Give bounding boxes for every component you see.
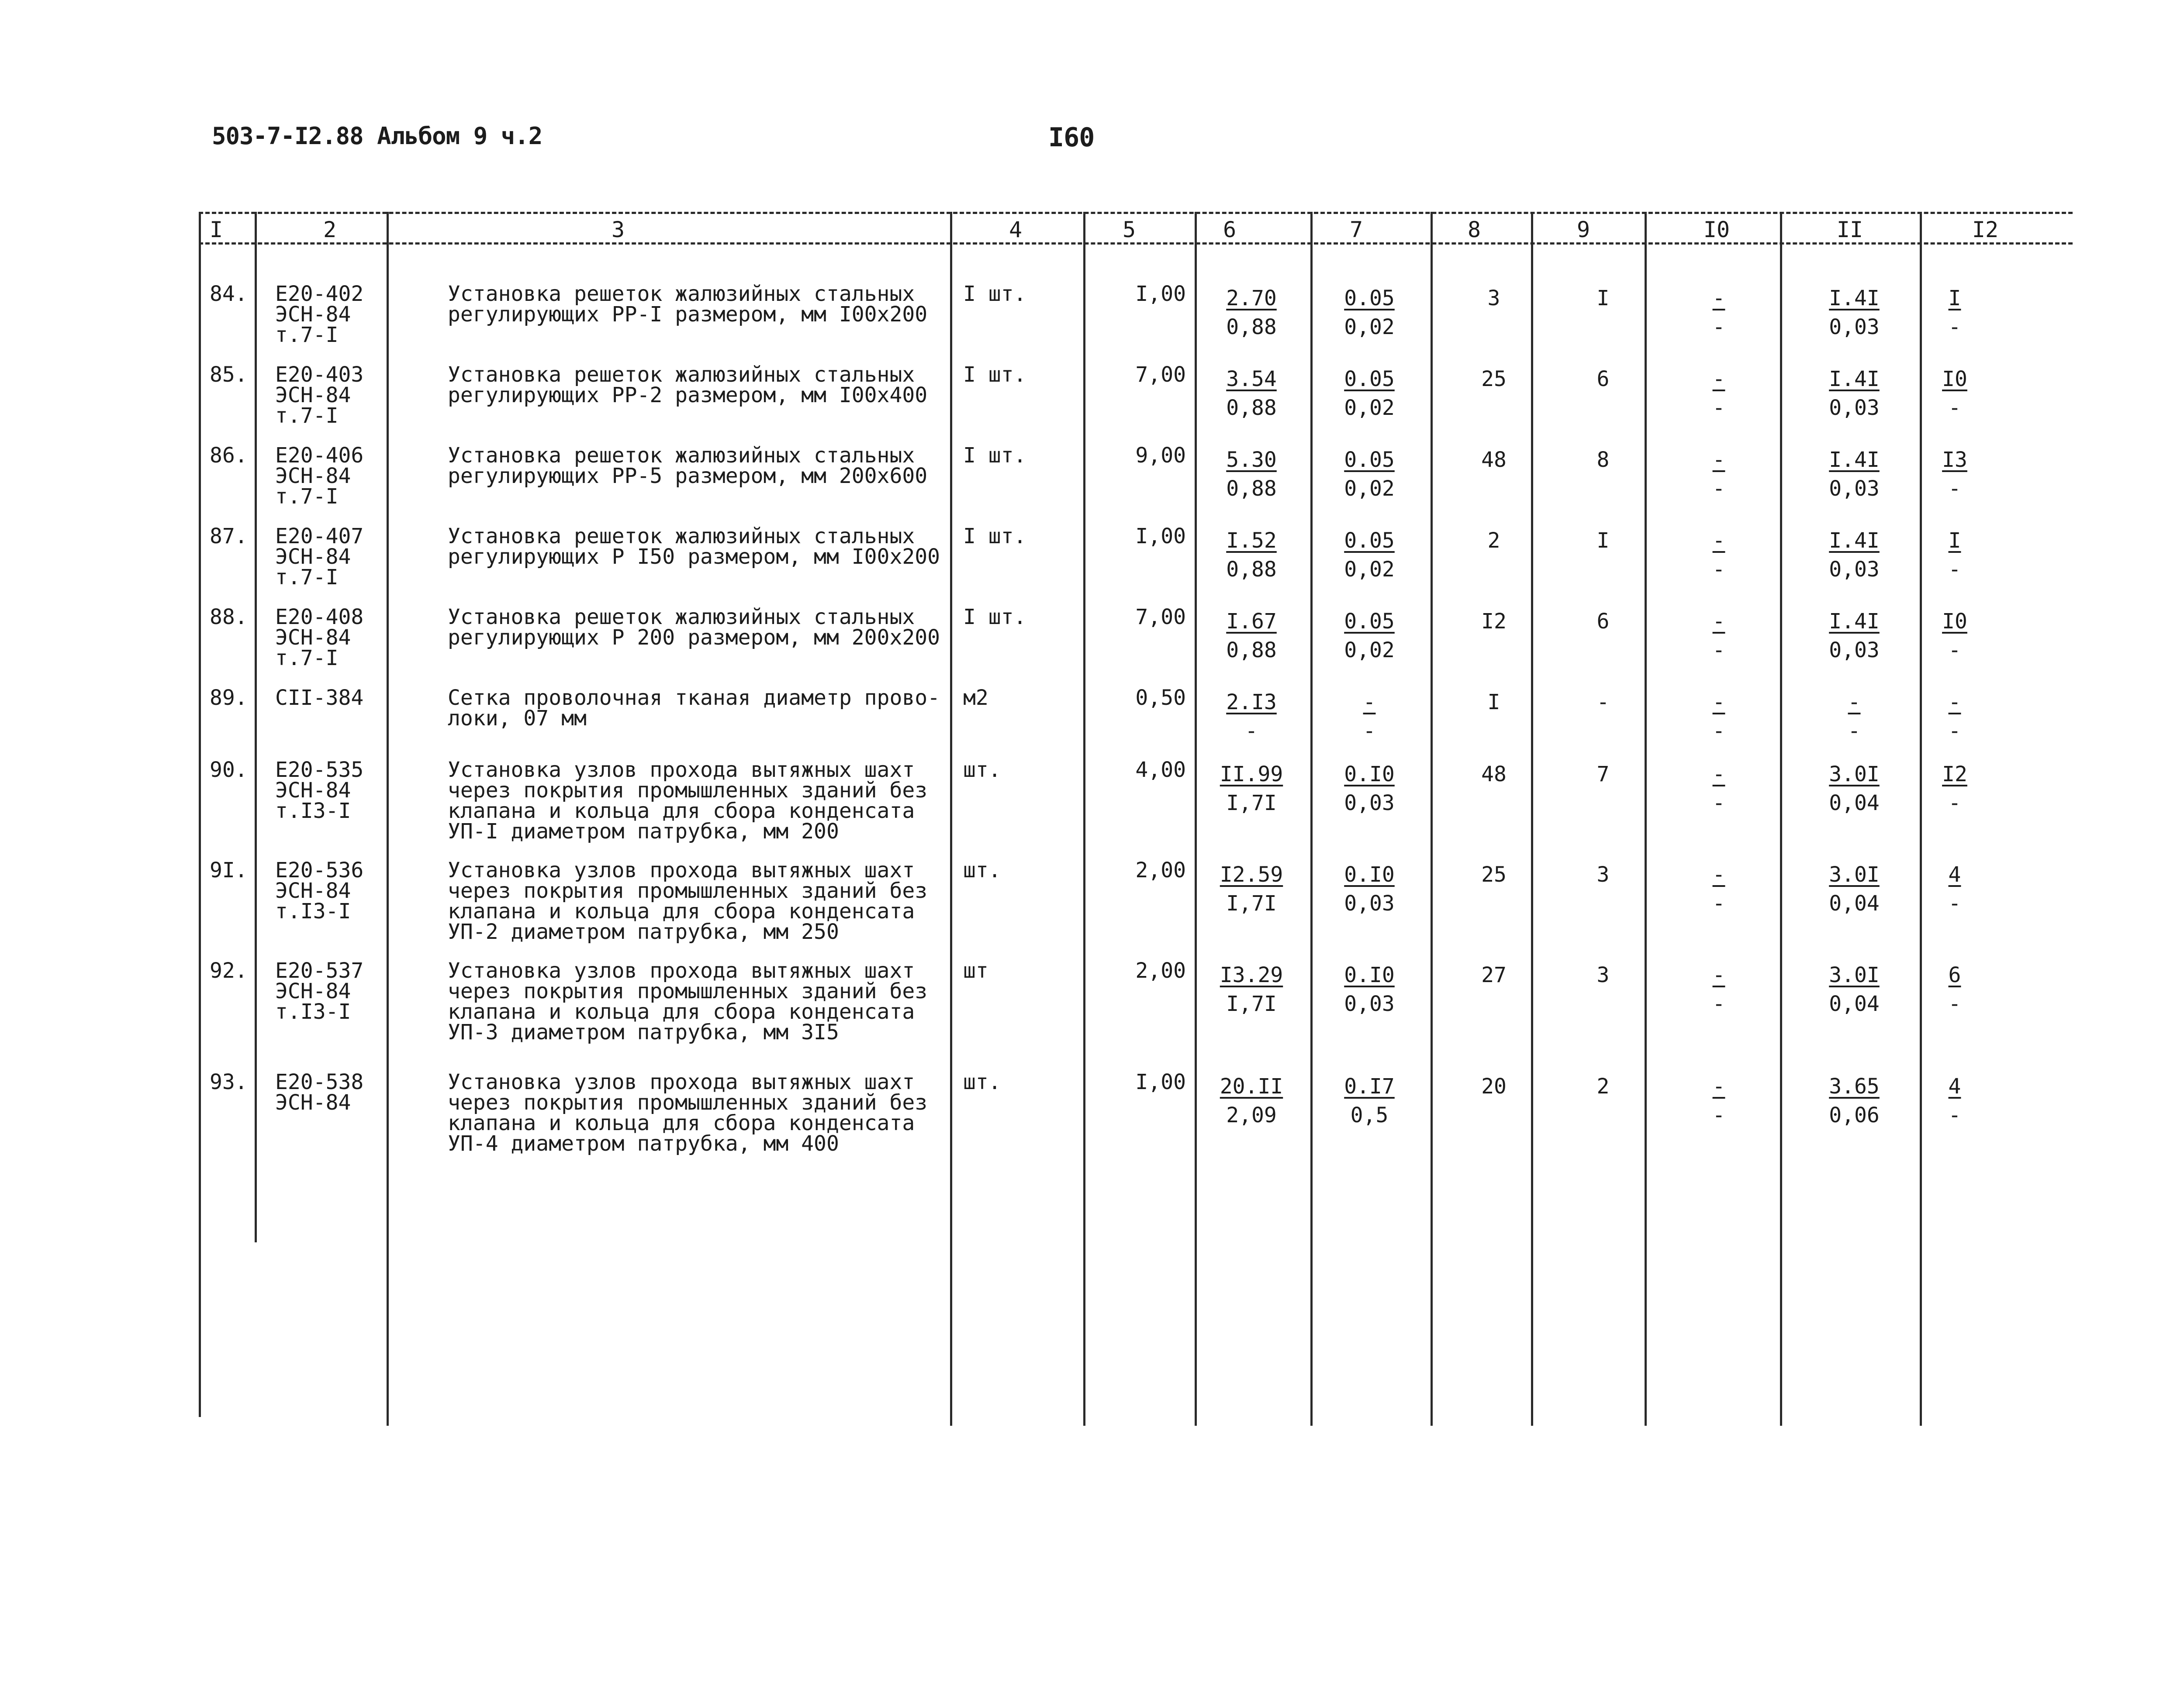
cost-col-6-top: I.52	[1226, 528, 1277, 553]
unit-of-measure: I шт.	[963, 362, 1026, 387]
work-description: Установка узлов прохода вытяжных шахт через покрытия промышленных зданий без клапана и кольца для сбора конденсата УП-2 диаметром патрубка, мм 250	[448, 858, 928, 944]
value-col-9	[1551, 284, 1655, 313]
work-description: Установка решеток жалюзийных стальных регулирующих Р 200 размером, мм 200х200	[448, 605, 940, 650]
cost-col-6-top: I2.59	[1220, 862, 1283, 887]
cost-col-12-bottom: -	[1948, 1103, 1961, 1128]
cost-col-7-bottom: 0,02	[1344, 396, 1395, 420]
column-number: 7	[1349, 217, 1363, 242]
cost-col-7	[1317, 860, 1422, 918]
cost-col-10-bottom: -	[1712, 557, 1725, 582]
col-rule	[1645, 212, 1647, 1426]
column-number: 9	[1576, 217, 1590, 242]
cost-col-7-bottom: 0,02	[1344, 315, 1395, 339]
cost-col-10	[1666, 526, 1771, 584]
cost-col-6-top: 2.70	[1226, 286, 1277, 310]
norm-code: СII-384	[275, 686, 364, 710]
cost-col-6	[1199, 445, 1304, 503]
cost-col-6-top: II.99	[1220, 762, 1283, 786]
value-col-8	[1441, 526, 1546, 555]
value-col-9	[1551, 860, 1655, 889]
cost-col-11-top: 3.0I	[1829, 963, 1880, 987]
value-col-8-text: 27	[1481, 963, 1507, 987]
value-col-8	[1441, 445, 1546, 474]
document-code: 503-7-I2.88 Альбом 9 ч.2	[212, 122, 543, 150]
quantity: I,00	[1135, 1070, 1186, 1094]
value-col-8-text: I	[1487, 690, 1500, 714]
cost-col-7-top: 0.05	[1344, 448, 1395, 472]
quantity: 0,50	[1135, 686, 1186, 710]
quantity: 7,00	[1135, 362, 1186, 387]
quantity: 2,00	[1135, 959, 1186, 983]
cost-col-7	[1317, 365, 1422, 422]
cost-col-6-bottom: 0,88	[1226, 396, 1277, 420]
cost-col-6-bottom: I,7I	[1226, 791, 1277, 815]
work-description: Установка узлов прохода вытяжных шахт через покрытия промышленных зданий без клапана и кольца для сбора конденсата УП-3 диаметром патрубка, мм 3I5	[448, 959, 928, 1045]
cost-col-10	[1666, 1072, 1771, 1130]
value-col-9	[1551, 607, 1655, 636]
cost-col-7-bottom: 0,03	[1344, 791, 1395, 815]
cost-col-12	[1902, 688, 2007, 745]
cost-col-12-top: I	[1948, 286, 1961, 310]
cost-col-12-top: I0	[1942, 367, 1967, 391]
quantity: 7,00	[1135, 605, 1186, 629]
cost-col-10-top: -	[1712, 690, 1725, 714]
value-col-9-text: 8	[1597, 448, 1610, 472]
value-col-8	[1441, 961, 1546, 990]
col-rule	[1195, 212, 1197, 1426]
cost-col-11-bottom: 0,04	[1829, 992, 1880, 1016]
cost-col-11-top: 3.65	[1829, 1074, 1880, 1099]
cost-col-12-bottom: -	[1948, 791, 1961, 815]
cost-col-10	[1666, 860, 1771, 918]
cost-col-12-bottom: -	[1948, 992, 1961, 1016]
cost-col-11-bottom: 0,03	[1829, 315, 1880, 339]
cost-col-7	[1317, 961, 1422, 1018]
cost-col-6-bottom: 0,88	[1226, 638, 1277, 662]
col-rule	[1780, 212, 1782, 1426]
row-number: 84.	[210, 282, 248, 306]
cost-col-12-top: I0	[1942, 609, 1967, 634]
cost-col-11-top: -	[1848, 690, 1861, 714]
row-number: 88.	[210, 605, 248, 629]
value-col-8	[1441, 607, 1546, 636]
work-description: Сетка проволочная тканая диаметр прово- локи, 07 мм	[448, 686, 940, 731]
cost-col-12-top: I3	[1942, 448, 1967, 472]
cost-col-12-bottom: -	[1948, 315, 1961, 339]
value-col-8	[1441, 860, 1546, 889]
work-description: Установка решеток жалюзийных стальных регулирующих РР-5 размером, мм 200х600	[448, 443, 928, 488]
cost-col-6-bottom: 0,88	[1226, 476, 1277, 501]
norm-code: Е20-403 ЭСН-84 т.7-I	[275, 362, 364, 428]
cost-col-10-bottom: -	[1712, 396, 1725, 420]
cost-col-6	[1199, 860, 1304, 918]
cost-col-12-bottom: -	[1948, 719, 1961, 743]
cost-col-10-top: -	[1712, 963, 1725, 987]
norm-code: Е20-408 ЭСН-84 т.7-I	[275, 605, 364, 670]
cost-col-7-bottom: 0,5	[1350, 1103, 1389, 1128]
cost-col-10	[1666, 607, 1771, 665]
cost-col-6-bottom: -	[1245, 719, 1258, 743]
cost-col-11-bottom: 0,03	[1829, 638, 1880, 662]
cost-col-10-top: -	[1712, 762, 1725, 786]
value-col-9	[1551, 526, 1655, 555]
cost-col-6	[1199, 284, 1304, 341]
norm-code: Е20-402 ЭСН-84 т.7-I	[275, 282, 364, 347]
cost-col-11	[1802, 365, 1907, 422]
cost-col-7	[1317, 760, 1422, 817]
row-number: 87.	[210, 524, 248, 548]
cost-col-6	[1199, 688, 1304, 745]
cost-col-6-top: 20.II	[1220, 1074, 1283, 1099]
cost-col-11	[1802, 445, 1907, 503]
row-number: 9I.	[210, 858, 248, 883]
work-description: Установка узлов прохода вытяжных шахт через покрытия промышленных зданий без клапана и кольца для сбора конденсата УП-4 диаметром патрубка, мм 400	[448, 1070, 928, 1156]
cost-col-12-top: -	[1948, 690, 1961, 714]
row-number: 92.	[210, 959, 248, 983]
value-col-9-text: 6	[1597, 367, 1610, 391]
cost-col-6-top: I.67	[1226, 609, 1277, 634]
work-description: Установка решеток жалюзийных стальных регулирующих РР-I размером, мм I00х200	[448, 282, 928, 327]
cost-col-7-top: 0.05	[1344, 286, 1395, 310]
cost-col-7-top: 0.I0	[1344, 762, 1395, 786]
quantity: 2,00	[1135, 858, 1186, 883]
col-rule	[1310, 212, 1313, 1426]
cost-col-7-bottom: 0,03	[1344, 992, 1395, 1016]
cost-col-10-top: -	[1712, 862, 1725, 887]
cost-col-10-top: -	[1712, 286, 1725, 310]
cost-col-11-top: I.4I	[1829, 367, 1880, 391]
cost-col-7-top: 0.05	[1344, 528, 1395, 553]
value-col-8	[1441, 760, 1546, 789]
value-col-9	[1551, 688, 1655, 717]
quantity: 4,00	[1135, 758, 1186, 782]
cost-col-10-bottom: -	[1712, 1103, 1725, 1128]
norm-code: Е20-537 ЭСН-84 т.I3-I	[275, 959, 364, 1024]
cost-col-11-top: 3.0I	[1829, 862, 1880, 887]
value-col-8-text: 48	[1481, 762, 1507, 786]
cost-col-6-bottom: I,7I	[1226, 891, 1277, 916]
quantity: I,00	[1135, 282, 1186, 306]
cost-col-11-top: I.4I	[1829, 286, 1880, 310]
row-number: 89.	[210, 686, 248, 710]
cost-col-10-bottom: -	[1712, 891, 1725, 916]
value-col-9-text: 7	[1597, 762, 1610, 786]
cost-col-12-top: 6	[1948, 963, 1961, 987]
value-col-9	[1551, 445, 1655, 474]
cost-col-7-bottom: 0,02	[1344, 557, 1395, 582]
cost-col-11-bottom: 0,03	[1829, 476, 1880, 501]
cost-col-6-bottom: 0,88	[1226, 315, 1277, 339]
cost-col-11-top: I.4I	[1829, 609, 1880, 634]
cost-col-7-top: 0.05	[1344, 367, 1395, 391]
cost-col-12-bottom: -	[1948, 557, 1961, 582]
cost-col-11-top: 3.0I	[1829, 762, 1880, 786]
cost-col-12-bottom: -	[1948, 476, 1961, 501]
quantity: I,00	[1135, 524, 1186, 548]
unit-of-measure: шт.	[963, 858, 1001, 883]
col-rule	[1531, 212, 1533, 1426]
cost-col-7-top: 0.05	[1344, 609, 1395, 634]
cost-col-11-top: I.4I	[1829, 528, 1880, 553]
cost-col-6-top: 3.54	[1226, 367, 1277, 391]
col-rule	[950, 212, 952, 1426]
value-col-8-text: 3	[1487, 286, 1500, 310]
norm-code: Е20-536 ЭСН-84 т.I3-I	[275, 858, 364, 924]
cost-col-12	[1902, 607, 2007, 665]
value-col-9-text: 2	[1597, 1074, 1610, 1099]
work-description: Установка узлов прохода вытяжных шахт через покрытия промышленных зданий без клапана и кольца для сбора конденсата УП-I диаметром патрубка, мм 200	[448, 758, 928, 844]
cost-col-7	[1317, 1072, 1422, 1130]
norm-code: Е20-538 ЭСН-84	[275, 1070, 364, 1115]
value-col-8	[1441, 1072, 1546, 1101]
value-col-9-text: 3	[1597, 862, 1610, 887]
col-rule	[387, 212, 389, 1426]
cost-col-10-top: -	[1712, 448, 1725, 472]
cost-col-11	[1802, 284, 1907, 341]
unit-of-measure: I шт.	[963, 524, 1026, 548]
cost-col-6-top: I3.29	[1220, 963, 1283, 987]
cost-col-10-bottom: -	[1712, 992, 1725, 1016]
cost-col-12-top: I2	[1942, 762, 1967, 786]
header-bottom-rule	[199, 242, 2073, 245]
value-col-8-text: 25	[1481, 367, 1507, 391]
cost-col-10-top: -	[1712, 1074, 1725, 1099]
cost-col-11	[1802, 860, 1907, 918]
unit-of-measure: I шт.	[963, 282, 1026, 306]
cost-col-12-top: 4	[1948, 862, 1961, 887]
column-number: 4	[1009, 217, 1023, 242]
cost-col-10-bottom: -	[1712, 791, 1725, 815]
column-number: 8	[1467, 217, 1481, 242]
cost-col-12-bottom: -	[1948, 396, 1961, 420]
cost-col-7-top: 0.I0	[1344, 963, 1395, 987]
cost-col-7	[1317, 445, 1422, 503]
quantity: 9,00	[1135, 443, 1186, 468]
cost-col-10-top: -	[1712, 367, 1725, 391]
column-number: 3	[611, 217, 625, 242]
value-col-8-text: 20	[1481, 1074, 1507, 1099]
cost-col-12	[1902, 526, 2007, 584]
col-rule	[1431, 212, 1433, 1426]
work-description: Установка решеток жалюзийных стальных регулирующих РР-2 размером, мм I00х400	[448, 362, 928, 407]
cost-col-12	[1902, 365, 2007, 422]
cost-col-10	[1666, 760, 1771, 817]
value-col-8	[1441, 284, 1546, 313]
cost-col-11-bottom: 0,03	[1829, 557, 1880, 582]
unit-of-measure: шт.	[963, 758, 1001, 782]
cost-col-11-bottom: 0,04	[1829, 891, 1880, 916]
column-number: I2	[1972, 217, 1999, 242]
column-number: 6	[1223, 217, 1237, 242]
value-col-9	[1551, 961, 1655, 990]
norm-code: Е20-535 ЭСН-84 т.I3-I	[275, 758, 364, 823]
cost-col-12	[1902, 284, 2007, 341]
value-col-9	[1551, 1072, 1655, 1101]
table-top-rule	[199, 212, 2073, 214]
value-col-9-text: -	[1597, 690, 1610, 714]
cost-col-11	[1802, 607, 1907, 665]
page-number: I60	[1048, 122, 1095, 153]
row-number: 85.	[210, 362, 248, 387]
cost-col-10	[1666, 688, 1771, 745]
cost-col-6	[1199, 365, 1304, 422]
cost-col-12	[1902, 445, 2007, 503]
cost-col-12	[1902, 961, 2007, 1018]
work-description: Установка решеток жалюзийных стальных регулирующих Р I50 размером, мм I00х200	[448, 524, 940, 569]
value-col-9-text: 3	[1597, 963, 1610, 987]
cost-col-10	[1666, 445, 1771, 503]
cost-col-7-bottom: 0,02	[1344, 476, 1395, 501]
cost-col-12	[1902, 860, 2007, 918]
cost-col-6-top: 2.I3	[1226, 690, 1277, 714]
cost-col-12-top: 4	[1948, 1074, 1961, 1099]
cost-col-11	[1802, 526, 1907, 584]
cost-col-7-top: 0.I7	[1344, 1074, 1395, 1099]
cost-col-10-bottom: -	[1712, 638, 1725, 662]
cost-col-7-bottom: 0,02	[1344, 638, 1395, 662]
cost-col-12	[1902, 1072, 2007, 1130]
cost-col-11	[1802, 961, 1907, 1018]
cost-col-6	[1199, 961, 1304, 1018]
cost-col-6-top: 5.30	[1226, 448, 1277, 472]
unit-of-measure: I шт.	[963, 443, 1026, 468]
unit-of-measure: м2	[963, 686, 988, 710]
cost-col-10-top: -	[1712, 528, 1725, 553]
cost-col-11	[1802, 688, 1907, 745]
cost-col-10	[1666, 961, 1771, 1018]
cost-col-10-bottom: -	[1712, 719, 1725, 743]
value-col-8	[1441, 365, 1546, 393]
cost-col-6-bottom: 0,88	[1226, 557, 1277, 582]
value-col-9-text: I	[1597, 286, 1610, 310]
unit-of-measure: I шт.	[963, 605, 1026, 629]
cost-col-11-bottom: 0,06	[1829, 1103, 1880, 1128]
value-col-8-text: 25	[1481, 862, 1507, 887]
cost-col-11-top: I.4I	[1829, 448, 1880, 472]
norm-code: Е20-407 ЭСН-84 т.7-I	[275, 524, 364, 590]
cost-col-7-top: -	[1363, 690, 1376, 714]
value-col-9	[1551, 365, 1655, 393]
cost-col-12-bottom: -	[1948, 891, 1961, 916]
row-number: 86.	[210, 443, 248, 468]
col-rule	[199, 212, 201, 1417]
cost-col-7	[1317, 284, 1422, 341]
value-col-9	[1551, 760, 1655, 789]
value-col-8-text: I2	[1481, 609, 1507, 634]
value-col-8-text: 2	[1487, 528, 1500, 553]
row-number: 93.	[210, 1070, 248, 1094]
cost-col-6	[1199, 526, 1304, 584]
cost-col-10-bottom: -	[1712, 315, 1725, 339]
cost-col-7	[1317, 526, 1422, 584]
row-number: 90.	[210, 758, 248, 782]
cost-col-11-bottom: -	[1848, 719, 1861, 743]
cost-col-7	[1317, 607, 1422, 665]
column-number: II	[1836, 217, 1863, 242]
cost-col-10	[1666, 284, 1771, 341]
cost-col-10	[1666, 365, 1771, 422]
column-number: 5	[1122, 217, 1136, 242]
cost-col-7-bottom: 0,03	[1344, 891, 1395, 916]
cost-col-7-top: 0.I0	[1344, 862, 1395, 887]
cost-col-11	[1802, 1072, 1907, 1130]
column-number: I	[209, 217, 223, 242]
cost-col-12	[1902, 760, 2007, 817]
value-col-8-text: 48	[1481, 448, 1507, 472]
cost-col-6	[1199, 760, 1304, 817]
cost-col-11-bottom: 0,03	[1829, 396, 1880, 420]
cost-col-6	[1199, 1072, 1304, 1130]
cost-col-11-bottom: 0,04	[1829, 791, 1880, 815]
column-number: 2	[323, 217, 337, 242]
cost-col-10-top: -	[1712, 609, 1725, 634]
cost-col-12-top: I	[1948, 528, 1961, 553]
value-col-8	[1441, 688, 1546, 717]
cost-col-6-bottom: I,7I	[1226, 992, 1277, 1016]
unit-of-measure: шт	[963, 959, 988, 983]
estimate-table	[199, 212, 2073, 1426]
col-rule	[255, 212, 257, 1242]
cost-col-6-bottom: 2,09	[1226, 1103, 1277, 1128]
cost-col-10-bottom: -	[1712, 476, 1725, 501]
cost-col-6	[1199, 607, 1304, 665]
unit-of-measure: шт.	[963, 1070, 1001, 1094]
norm-code: Е20-406 ЭСН-84 т.7-I	[275, 443, 364, 509]
col-rule	[1083, 212, 1085, 1426]
cost-col-7	[1317, 688, 1422, 745]
cost-col-12-bottom: -	[1948, 638, 1961, 662]
cost-col-7-bottom: -	[1363, 719, 1376, 743]
value-col-9-text: I	[1597, 528, 1610, 553]
cost-col-11	[1802, 760, 1907, 817]
value-col-9-text: 6	[1597, 609, 1610, 634]
column-number: I0	[1703, 217, 1730, 242]
